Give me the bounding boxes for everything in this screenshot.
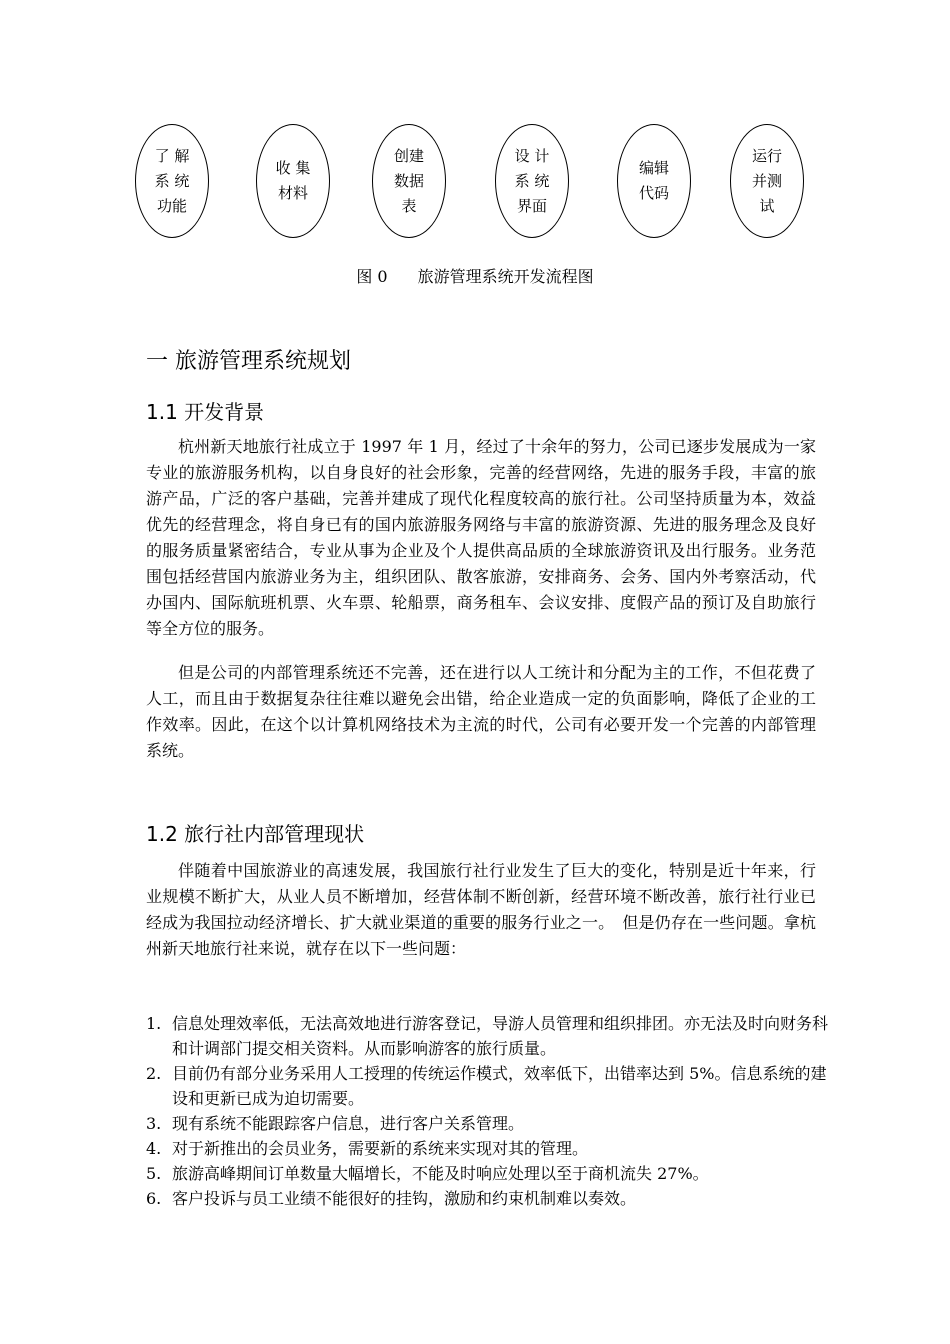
flow-step-text: 材料	[277, 184, 308, 202]
flow-step-text: 编辑	[638, 159, 669, 177]
section-heading: 一 旅游管理系统规划	[146, 349, 351, 374]
list-number: 6.	[146, 1189, 162, 1208]
flow-step-text: 收 集	[275, 159, 311, 177]
list-text: 现有系统不能跟踪客户信息，进行客户关系管理。	[172, 1114, 525, 1133]
list-number: 2.	[146, 1064, 162, 1083]
list-text: 客户投诉与员工业绩不能很好的挂钩，激励和约束机制难以奏效。	[172, 1189, 637, 1208]
flow-step-text: 了 解	[154, 146, 190, 165]
flow-step-text: 界面	[516, 196, 547, 215]
subsection-heading-1-2: 1.2 旅行社内部管理现状	[146, 822, 365, 846]
figure-caption	[0, 264, 950, 287]
flow-step-6	[730, 124, 804, 238]
list-number: 4.	[146, 1139, 162, 1158]
paragraph-status: 伴随着中国旅游业的高速发展，我国旅行社行业发生了巨大的变化，特别是近十年来，行业规模不断扩大，从业人员不断增加，经营体制不断创新，经营环境不断改善，旅行社行业已经成为我国拉动经济增长、扩大就业渠道的重要的服务行业之一。 但是仍存在一些问题。拿杭州新天地旅行社来说，就存在以下一些问题：	[146, 861, 816, 958]
problem-list	[146, 1011, 836, 1211]
flow-step-text: 创建	[393, 146, 424, 165]
figure-number: 图 0	[356, 267, 388, 286]
list-item	[146, 1161, 836, 1186]
flow-step-text: 试	[759, 196, 775, 215]
list-item	[146, 1111, 836, 1136]
flow-step-1	[135, 124, 209, 238]
flow-step-text: 功能	[156, 196, 187, 215]
list-number: 1.	[146, 1014, 162, 1033]
list-item	[146, 1186, 836, 1211]
list-number: 5.	[146, 1164, 162, 1183]
flow-step-text: 表	[401, 196, 417, 215]
flow-step-text: 代码	[638, 184, 669, 202]
list-number: 3.	[146, 1114, 162, 1133]
list-item	[146, 1011, 836, 1061]
list-text: 对于新推出的会员业务，需要新的系统来实现对其的管理。	[172, 1139, 589, 1158]
list-text: 信息处理效率低，无法高效地进行游客登记，导游人员管理和组织排团。亦无法及时向财务科和计调部门提交相关资料。从而影响游客的旅行质量。	[172, 1014, 829, 1058]
subsection-heading-1-1: 1.1 开发背景	[146, 400, 265, 424]
figure-title: 旅游管理系统开发流程图	[417, 267, 594, 286]
flow-step-3	[372, 124, 446, 238]
list-item	[146, 1136, 836, 1161]
flow-step-text: 并测	[751, 171, 782, 190]
paragraph-background-2: 但是公司的内部管理系统还不完善，还在进行以人工统计和分配为主的工作，不但花费了人工，而且由于数据复杂往往难以避免会出错，给企业造成一定的负面影响，降低了企业的工作效率。因此，在这个以计算机网络技术为主流的时代，公司有必要开发一个完善的内部管理系统。	[146, 663, 816, 760]
flow-step-text: 系 统	[514, 171, 550, 190]
list-item	[146, 1061, 836, 1111]
flow-step-text: 运行	[751, 146, 782, 165]
list-text: 目前仍有部分业务采用人工授理的传统运作模式，效率低下，出错率达到 5%。信息系统的建设和更新已成为迫切需要。	[172, 1064, 827, 1108]
flow-step-text: 系 统	[154, 171, 190, 190]
flow-step-2	[256, 124, 330, 238]
paragraph-background-1: 杭州新天地旅行社成立于 1997 年 1 月，经过了十余年的努力，公司已逐步发展成为一家专业的旅游服务机构，以自身良好的社会形象，完善的经营网络，先进的服务手段，丰富的旅游产品，广泛的客户基础，完善并建成了现代化程度较高的旅行社。公司坚持质量为本，效益优先的经营理念，将自身已有的国内旅游服务网络与丰富的旅游资源、先进的服务理念及良好的服务质量紧密结合，专业从事为企业及个人提供高品质的全球旅游资讯及出行服务。业务范围包括经营国内旅游业务为主，组织团队、散客旅游，安排商务、会务、国内外考察活动，代办国内、国际航班机票、火车票、轮船票，商务租车、会议安排、度假产品的预订及自助旅行等全方位的服务。	[146, 437, 816, 638]
flow-step-text: 设 计	[514, 146, 550, 165]
flow-step-5	[617, 124, 691, 238]
flow-step-4	[495, 124, 569, 238]
list-text: 旅游高峰期间订单数量大幅增长，不能及时响应处理以至于商机流失 27%。	[172, 1164, 709, 1183]
flow-step-text: 数据	[393, 171, 424, 190]
